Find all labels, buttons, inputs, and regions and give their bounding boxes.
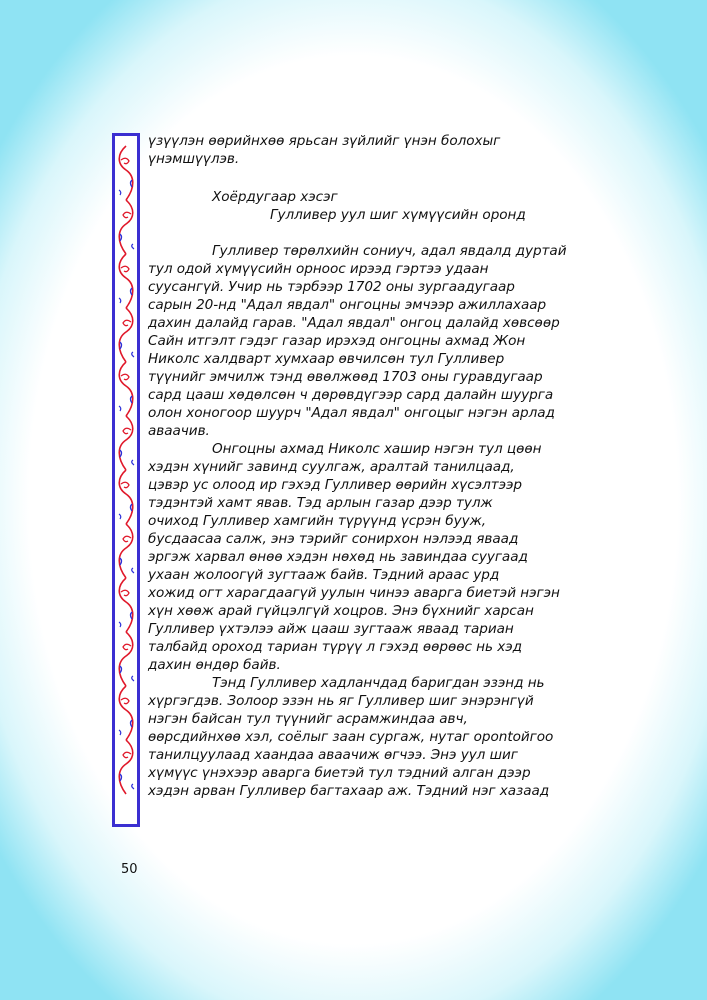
intro-line: үнэмшүүлэв. (148, 151, 240, 167)
ornament-scroll (119, 632, 134, 686)
ornament-scroll (119, 524, 134, 578)
ornament-scroll (119, 200, 134, 254)
text-line: Гулливер үхтэлээ айж цааш зугтааж яваад тариан (148, 621, 514, 637)
text-line: дахин өндөр байв. (148, 657, 281, 673)
text-line: сарын 20-нд "Адал явдал" онгоцны эмчээр ажиллахаар (148, 297, 547, 313)
text-line: Николс халдварт хумхаар өвчилсөн тул Гулливер (148, 351, 505, 367)
chapter-title: Гулливер уул шиг хүмүүсийн оронд (270, 207, 526, 223)
text-line: хожид огт харагдаагүй уулын чинээ аварга биетэй нэгэн (148, 585, 560, 601)
text-line: Тэнд Гулливер хадланчдад баригдан эзэнд нь (212, 675, 545, 691)
text-line: ухаан жолоогүй зугтааж байв. Тэдний араас урд (148, 567, 500, 583)
ornament-pattern (115, 136, 137, 824)
ornament-scroll (119, 578, 133, 632)
paragraph-3 (148, 674, 618, 800)
text-line: Онгоцны ахмад Николс хашир нэгэн тул цөөн (212, 441, 542, 457)
body-text (148, 132, 618, 800)
text-line: нэгэн байсан тул түүнийг асрамжиндаа авч, (148, 711, 468, 727)
ornament-scroll (119, 362, 133, 416)
text-line: сард цааш хөдөлсөн ч дөрөвдүгээр сард далайн шуурга (148, 387, 554, 403)
text-line: хүргэгдэв. Золоор эзэн нь яг Гулливер шиг энэрэнгүй (148, 693, 534, 709)
ornament-scroll (119, 146, 133, 200)
text-line: хүмүүс үнэхээр аварга биетэй тул тэдний алган дээр (148, 765, 531, 781)
ornamental-border (112, 133, 140, 827)
text-line: аваачив. (148, 423, 210, 439)
text-line: Гулливер төрөлхийн сониуч, адал явдалд дуртай (212, 243, 567, 259)
ornament-scroll (119, 470, 133, 524)
text-line: хүн хөөж арай гүйцэлгүй хоцров. Энэ бүхнийг харсан (148, 603, 534, 619)
text-line: хэдэн хүнийг завинд суулгаж, аралтай танилцаад, (148, 459, 515, 475)
chapter-heading (148, 188, 618, 224)
text-line: очиход Гулливер хамгийн түрүүнд үсрэн бууж, (148, 513, 487, 529)
text-line: эргэж харвал өнөө хэдэн нөхөд нь завиндаа суугаад (148, 549, 528, 565)
text-line: тул одой хүмүүсийн орноос ирээд гэртээ удаан (148, 261, 489, 277)
ornament-scroll (119, 686, 133, 740)
intro-line: үзүүлэн өөрийнхөө ярьсан зүйлийг үнэн болохыг (148, 133, 501, 149)
text-line: олон хоногоор шуурч "Адал явдал" онгоцыг нэгэн арлад (148, 405, 555, 421)
text-line: дахин далайд гарав. "Адал явдал" онгоц далайд хөвсөөр (148, 315, 560, 331)
text-line: талбайд ороход тариан түрүү л гэхэд өөрөөс нь хэд (148, 639, 523, 655)
ornament-scroll (119, 308, 134, 362)
text-line: цэвэр ус олоод ир гэхэд Гулливер өөрийн хүсэлтээр (148, 477, 522, 493)
ornament-scroll (119, 740, 134, 794)
ornament-scroll (119, 254, 133, 308)
text-line: өөрсдийнхөө хэл, соёлыг заан сургаж, нутаг орontойгоо (148, 729, 554, 745)
page-number: 50 (121, 862, 138, 877)
chapter-part: Хоёрдугаар хэсэг (212, 189, 338, 205)
paragraph-2 (148, 440, 618, 674)
text-line: Сайн итгэлт гэдэг газар ирэхэд онгоцны ахмад Жон (148, 333, 526, 349)
paragraph-1 (148, 242, 618, 440)
text-line: түүнийг эмчилж тэнд өвөлжөөд 1703 оны гуравдугаар (148, 369, 543, 385)
ornament-scroll (119, 416, 134, 470)
text-line: хэдэн арван Гулливер багтахаар аж. Тэдний нэг хазаад (148, 783, 550, 799)
text-line: суусангүй. Учир нь тэрбээр 1702 оны зургаадугаар (148, 279, 515, 295)
text-line: танилцуулаад хаандаа аваачиж өгчээ. Энэ уул шиг (148, 747, 518, 763)
text-line: тэдэнтэй хамт явав. Тэд арлын газар дээр тулж (148, 495, 493, 511)
text-line: бусдаасаа салж, энэ тэрийг сонирхон нэлээд яваад (148, 531, 519, 547)
